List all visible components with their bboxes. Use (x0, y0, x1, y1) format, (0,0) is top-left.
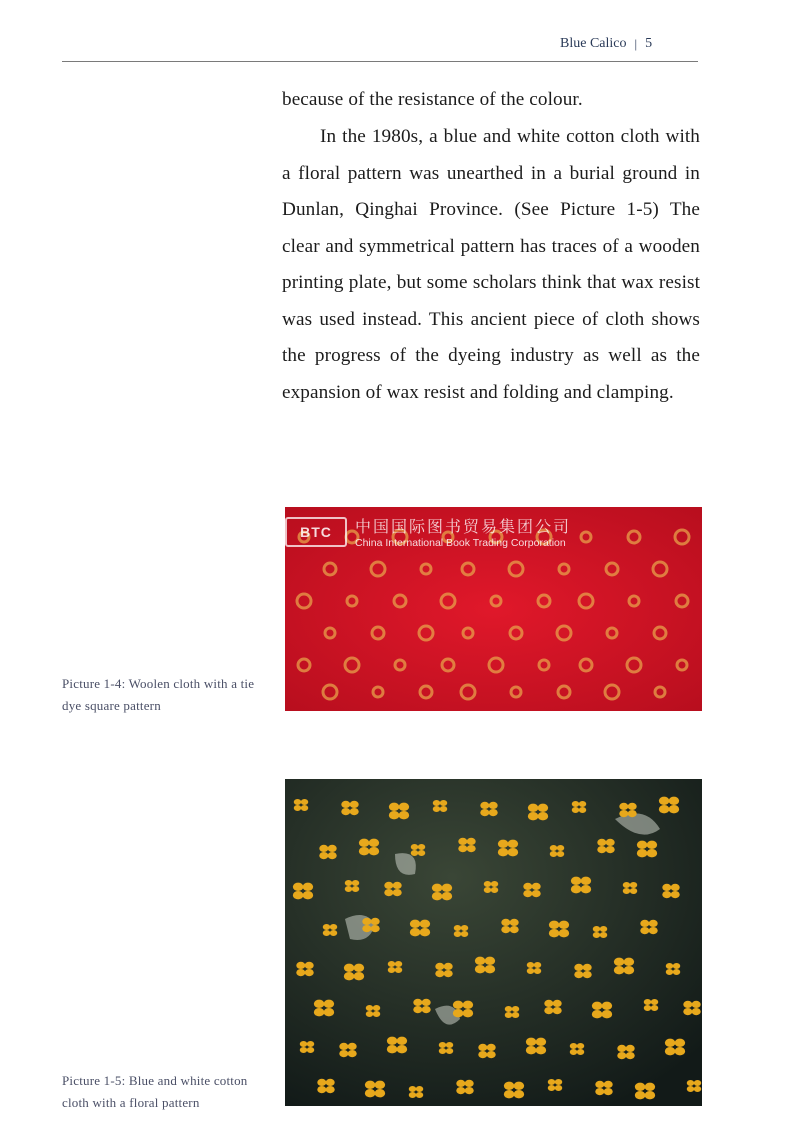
blue-floral-pattern (285, 779, 702, 1106)
figure-1-5-caption: Picture 1-5: Blue and white cotton cloth with a floral pattern (62, 1073, 248, 1110)
running-title: Blue Calico (560, 36, 627, 51)
watermark-english: China International Book Trading Corporation (355, 537, 566, 549)
figure-1-4-image (285, 507, 702, 711)
paragraph-1: because of the resistance of the colour. (282, 89, 583, 110)
red-tie-dye-pattern (285, 507, 702, 711)
figure-1-5-image (285, 779, 702, 1106)
running-header (560, 36, 710, 52)
body-text-block-2 (282, 119, 700, 411)
body-text-block-1 (282, 82, 700, 119)
page-number: 5 (645, 36, 653, 51)
header-separator: | (634, 36, 638, 51)
figure-1-4-caption: Picture 1-4: Woolen cloth with a tie dye square pattern (62, 676, 255, 713)
watermark-logo: BTC (285, 517, 347, 547)
paragraph-2: In the 1980s, a blue and white cotton cloth with a floral pattern was unearthed in a burial ground in Dunlan, Qinghai Province. (See Picture 1-5) The clear and symmetrical pattern has traces of a wooden printing plate, but some scholars think that wax resist was used instead. This ancient piece of cloth shows the progress of the dyeing industry as well as the expansion of wax resist and folding and clamping. (282, 126, 700, 403)
watermark-chinese: 中国国际图书贸易集团公司 (355, 517, 572, 536)
header-rule (62, 61, 698, 62)
